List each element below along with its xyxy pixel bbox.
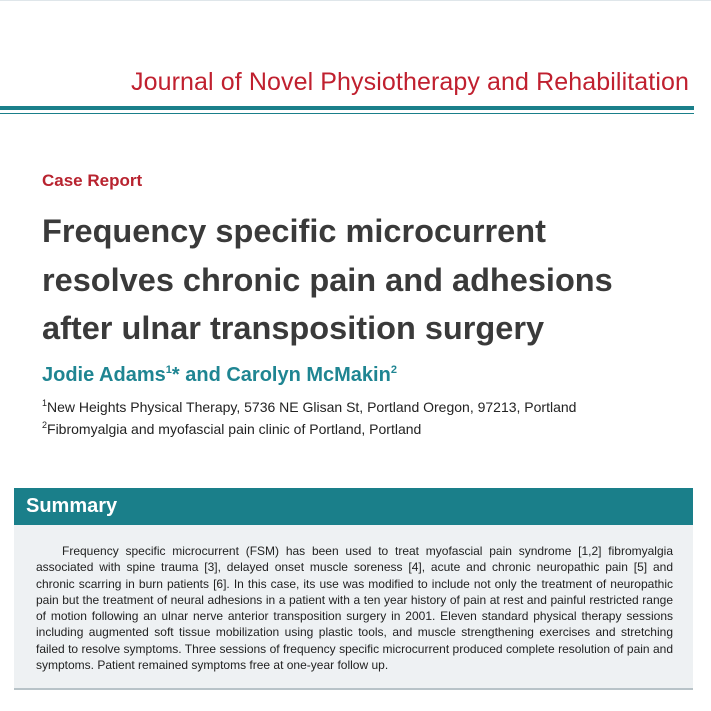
- journal-name: Journal of Novel Physiotherapy and Rehabilitation: [130, 68, 689, 96]
- summary-section: [14, 488, 693, 690]
- author-affiliation-sup: 2: [390, 364, 397, 376]
- affiliation-text: Fibromyalgia and myofascial pain clinic of Portland, Portland: [47, 421, 422, 437]
- summary-text: Frequency specific microcurrent (FSM) has been used to treat myofascial pain syndrome [1,2] fibromyalgia associated with spine trauma [3], delayed onset muscle soreness [4], acute and chronic neuropathic pain [5] and chronic scarring in burn patients [6]. In this case, its use was modified to include not only the treatment of neuropathic pain but the treatment of neural adhesions in a patient with a ten year history of pain at rest and painful restricted range of motion following an ulnar nerve anterior transposition surgery in 2001. Eleven standard physical therapy sessions including augmented soft tissue mobilization using plastic tools, and muscle strengthening exercises and stretching failed to resolve symptoms. Three sessions of frequency specific microcurrent produced complete resolution of pain and symptoms. Patient remained symptoms free at one-year follow up.: [36, 544, 673, 673]
- affiliation: [42, 399, 576, 415]
- affiliation-number: 2: [42, 420, 48, 430]
- summary-heading: Summary: [14, 488, 693, 525]
- affiliation-number: 1: [42, 398, 48, 408]
- affiliation-text: New Heights Physical Therapy, 5736 NE Glisan St, Portland Oregon, 97213, Portland: [47, 399, 577, 415]
- article-type-label: Case Report: [42, 171, 143, 190]
- affiliation: [42, 421, 421, 437]
- top-border-line: [0, 0, 711, 1]
- author-affiliation-sup: 1: [165, 364, 172, 376]
- corresponding-author-mark: *: [171, 364, 180, 386]
- header-rule-thick: [0, 106, 694, 110]
- author-name[interactable]: Jodie Adams: [42, 364, 166, 386]
- author-line: [42, 364, 397, 387]
- header-rule-thin: [0, 113, 694, 114]
- article-title: Frequency specific microcurrent resolves chronic pain and adhesions after ulnar transposition surgery: [42, 213, 613, 346]
- author-connector: and: [179, 364, 227, 386]
- author-name[interactable]: Carolyn McMakin: [226, 364, 391, 386]
